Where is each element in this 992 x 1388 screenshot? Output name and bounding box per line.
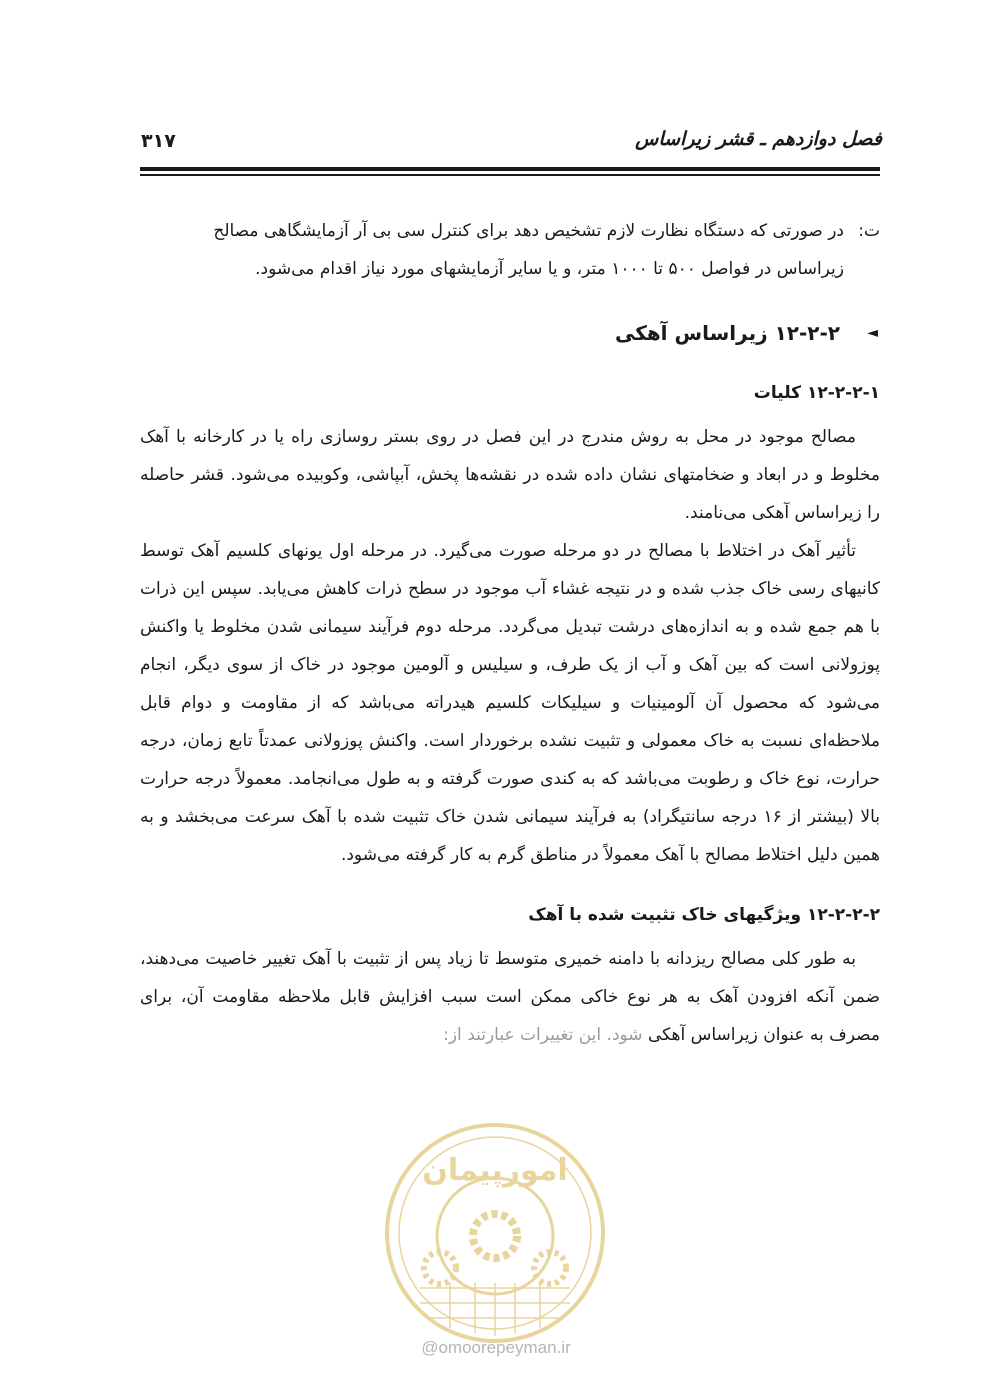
triangle-bullet-icon: ◄: [867, 325, 878, 341]
paragraph-3-tail: شود. این تغییرات عبارتند از:: [443, 1025, 643, 1045]
watermark-logo: [380, 1118, 610, 1348]
subsection-heading-2: ۱۲-۲-۲-۲ ویژگیهای خاک تثبیت شده با آهک: [528, 905, 880, 925]
page-number: ۳۱۷: [141, 130, 176, 152]
list-item-line-1: در صورتی که دستگاه نظارت لازم تشخیص دهد برای کنترل سی بی آر آزمایشگاهی مصالح: [213, 221, 844, 241]
subsection-heading-1: ۱۲-۲-۲-۱ کلیات: [753, 383, 880, 403]
section-heading: [140, 314, 880, 352]
paragraph-1: مصالح موجود در محل به روش مندرج در این فصل در روی بستر روسازی راه یا در کارخانه با آهک مخلوط و در ابعاد و ضخامتهای نشان داده شده در نقشه‌ها پخش، آبپاشی، وکوبیده می‌شود. قشر حاصله را زیراساس آهکی می‌نامند.: [140, 427, 880, 523]
watermark-url: @omoorepeyman.ir: [421, 1338, 571, 1357]
list-item-t: [140, 212, 880, 288]
paragraph-3-main: به طور کلی مصالح ریزدانه با دامنه خمیری متوسط تا زیاد پس از تثبیت با آهک تغییر خاصیت می‌دهند، ضمن آنکه افزودن آهک به هر نوع خاکی ممکن است سبب افزایش قابل ملاحظه مقاومت آن، برای مصرف به عنوان زیراساس آهکی: [140, 949, 880, 1045]
paragraph-3: [140, 940, 880, 1054]
header-rule-thick: [140, 167, 880, 171]
list-item-letter: ت:: [858, 221, 880, 241]
chapter-title: فصل دوازدهم ـ قشر زیراساس: [635, 128, 882, 150]
page-content: [140, 212, 880, 1054]
section-heading-text: ۱۲-۲-۲ زیراساس آهکی: [614, 321, 840, 345]
paragraph-2: تأثیر آهک در اختلاط با مصالح در دو مرحله صورت می‌گیرد. در مرحله اول یونهای کلسیم آهک توسط کانیهای رسی خاک جذب شده و در نتیجه غشاء آب موجود در سطح ذرات کاهش می‌یابد. سپس این ذرات با هم جمع شده و به اندازه‌های درشت تبدیل می‌گردد. مرحله دوم فرآیند سیمانی شدن مخلوط یا واکنش پوزولانی است که بین آهک و آب از یک طرف، و سیلیس و آلومین موجود در خاک از سوی دیگر، انجام می‌شود که محصول آن آلومینیات و سیلیکات کلسیم هیدراته می‌باشد که از مقاومت و دوام قابل ملاحظه‌ای نسبت به خاک معمولی و تثبیت نشده برخوردار است. واکنش پوزولانی عمدتاً تابع زمان، درجه حرارت، نوع خاک و رطوبت می‌باشد که به کندی صورت گرفته و به طول می‌انجامد. معمولاً درجه حرارت بالا (بیشتر از ۱۶ درجه سانتیگراد) به فرآیند سیمانی شدن خاک تثبیت شده با آهک سرعت می‌بخشد و به همین دلیل اختلاط مصالح با آهک معمولاً در مناطق گرم به کار گرفته می‌شود.: [140, 541, 880, 865]
watermark-logo-text: امورپیمان: [422, 1153, 568, 1188]
list-item-line-2: زیراساس در فواصل ۵۰۰ تا ۱۰۰۰ متر، و یا سایر آزمایشهای مورد نیاز اقدام می‌شود.: [255, 259, 844, 279]
header-rule-thin: [140, 174, 880, 176]
